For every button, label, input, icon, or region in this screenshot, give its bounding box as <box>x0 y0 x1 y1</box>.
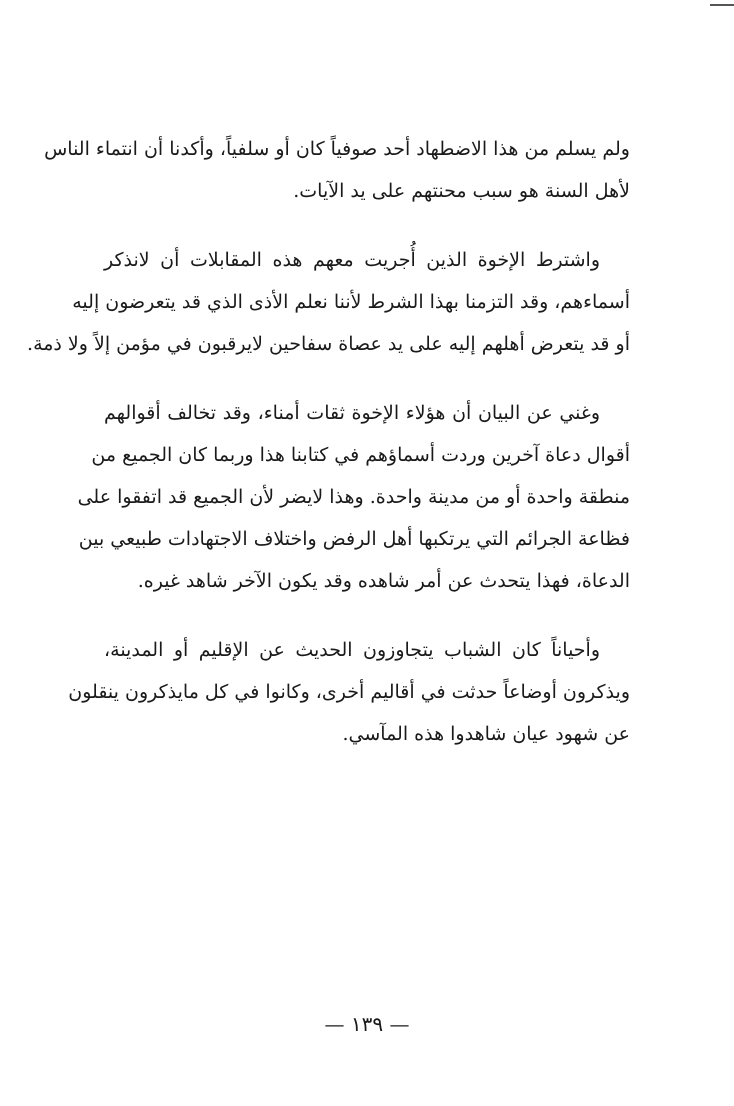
text-line: منطقة واحدة أو من مدينة واحدة. وهذا لايضر لأن الجميع قد اتفقوا على <box>77 486 630 508</box>
text-line: فظاعة الجرائم التي يرتكبها أهل الرفض واختلاف الاجتهادات طبيعي بين <box>78 528 630 550</box>
text-line: ويذكرون أوضاعاً حدثت في أقاليم أخرى، وكانوا في كل مايذكرون ينقلون <box>68 681 630 703</box>
text-line: ولم يسلم من هذا الاضطهاد أحد صوفياً كان أو سلفياً، وأكدنا أن انتماء الناس <box>44 138 630 160</box>
paragraph-1 <box>44 128 630 212</box>
text-line: أسماءهم، وقد التزمنا بهذا الشرط لأننا نعلم الأذى الذي قد يتعرضون إليه <box>72 291 630 313</box>
text-line: أقوال دعاة آخرين وردت أسماؤهم في كتابنا هذا وربما كان الجميع من <box>91 444 630 466</box>
text-line: واشترط الإخوة الذين أُجريت معهم هذه المقابلات أن لانذكر <box>104 249 600 271</box>
text-line: أو قد يتعرض أهلهم إليه على يد عصاة سفاحين لايرقبون في مؤمن إلاً ولا ذمة. <box>27 333 630 355</box>
paragraph-4 <box>68 629 630 755</box>
paragraph-2 <box>27 239 630 365</box>
text-line: لأهل السنة هو سبب محنتهم على يد الآيات. <box>293 180 630 202</box>
body-text <box>27 128 630 782</box>
paragraph-3 <box>77 392 630 602</box>
text-line: عن شهود عيان شاهدوا هذه المآسي. <box>342 723 630 745</box>
text-line: وأحياناً كان الشباب يتجاوزون الحديث عن الإقليم أو المدينة، <box>104 639 600 661</box>
text-line: وغني عن البيان أن هؤلاء الإخوة ثقات أمناء، وقد تخالف أقوالهم <box>104 402 600 424</box>
scan-edge-mark <box>710 4 734 6</box>
text-line: الدعاة، فهذا يتحدث عن أمر شاهده وقد يكون الآخر شاهد غيره. <box>137 570 630 592</box>
page-number: — ١٣٩ — <box>324 1012 410 1036</box>
